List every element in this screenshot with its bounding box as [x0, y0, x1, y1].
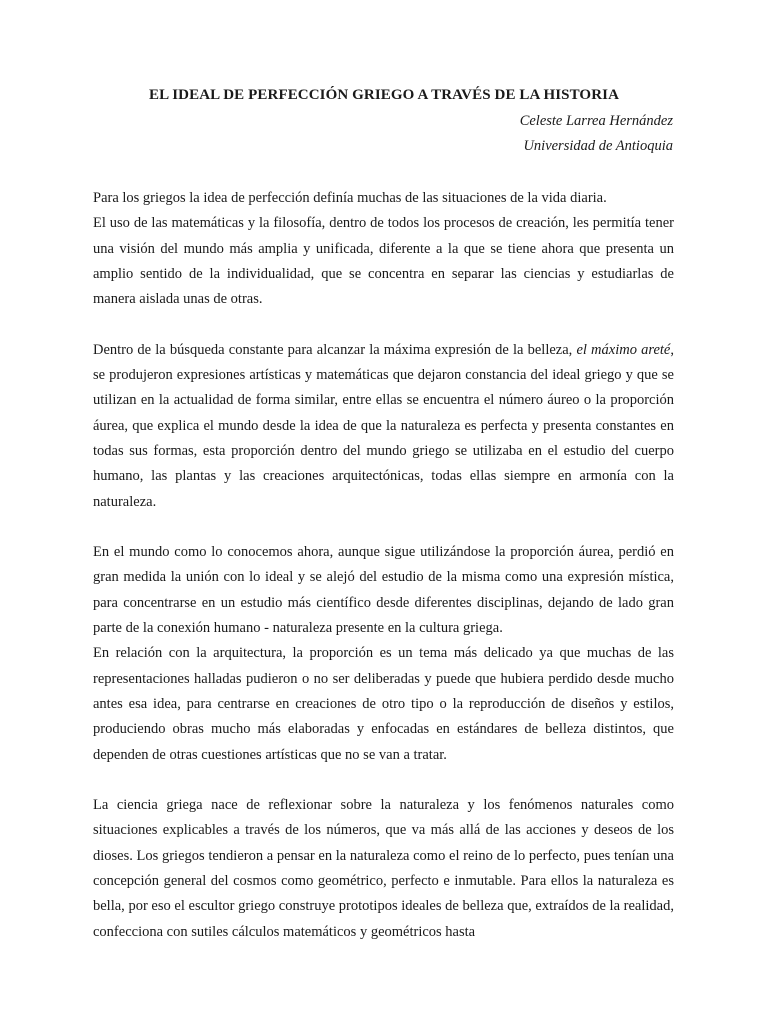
paragraph-3-lead: Dentro de la búsqueda constante para alcanzar la máxima expresión de la belleza,	[93, 341, 577, 358]
document-author: Celeste Larrea Hernández	[519, 113, 673, 129]
document-affiliation: Universidad de Antioquia	[523, 138, 673, 154]
paragraph-3	[93, 338, 674, 515]
paragraph-6: La ciencia griega nace de reflexionar sobre la naturaleza y los fenómenos naturales como situaciones explicables a través de los números, que va más allá de las acciones y deseos de los dioses. Los griegos tendieron a pensar en la naturaleza como el reino de lo perfecto, pues tenían una concepción general del cosmos como geométrico, perfecto e inmutable. Para ellos la naturaleza es bella, por eso el escultor griego construye prototipos ideales de belleza que, extraídos de la realidad, confecciona con sutiles cálculos matemáticos y geométricos hasta	[93, 797, 674, 940]
paragraph-3-rest: , se produjeron expresiones artísticas y matemáticas que dejaron constancia del ideal griego y que se utilizan en la actualidad de forma similar, entre ellas se encuentra el número áureo o la proporción áurea, que explica el mundo desde la idea de que la naturaleza es perfecta y presenta constantes en todas sus formas, esta proporción dentro del mundo griego se utilizaba en el estudio del cuerpo humano, las plantas y las creaciones arquitectónicas, todas ellas siempre en armonía con la naturaleza.	[93, 341, 674, 510]
document-title: EL IDEAL DE PERFECCIÓN GRIEGO A TRAVÉS DE LA HISTORIA	[148, 87, 620, 103]
paragraph-1: Para los griegos la idea de perfección definía muchas de las situaciones de la vida diaria.	[93, 190, 607, 206]
paragraph-5: En relación con la arquitectura, la proporción es un tema más delicado ya que muchas de las representaciones halladas pudieron o no ser deliberadas y puede que hubiera perdido desde mucho antes esa idea, para centrarse en creaciones de otro tipo o la reproducción de diseños y estilos, produciendo obras mucho más elaboradas y enfocadas en estándares de belleza distintos, que dependen de otras cuestiones artísticas que no se van a tratar.	[93, 645, 674, 763]
paragraph-2: El uso de las matemáticas y la filosofía, dentro de todos los procesos de creación, les permitía tener una visión del mundo más amplia y unificada, diferente a la que se tiene ahora que presenta un amplio sentido de la individualidad, que se concentra en separar las ciencias y estudiarlas de manera aislada unas de otras.	[93, 215, 674, 308]
document-body	[93, 186, 674, 945]
paragraph-4: En el mundo como lo conocemos ahora, aunque sigue utilizándose la proporción áurea, perdió en gran medida la unión con lo ideal y se alejó del estudio de la misma como una expresión mística, para concentrarse en un estudio más científico desde diferentes disciplinas, dejando de lado gran parte de la conexión humano - naturaleza presente en la cultura griega.	[93, 544, 674, 637]
paragraph-3-emphasis: el máximo areté	[576, 341, 671, 358]
